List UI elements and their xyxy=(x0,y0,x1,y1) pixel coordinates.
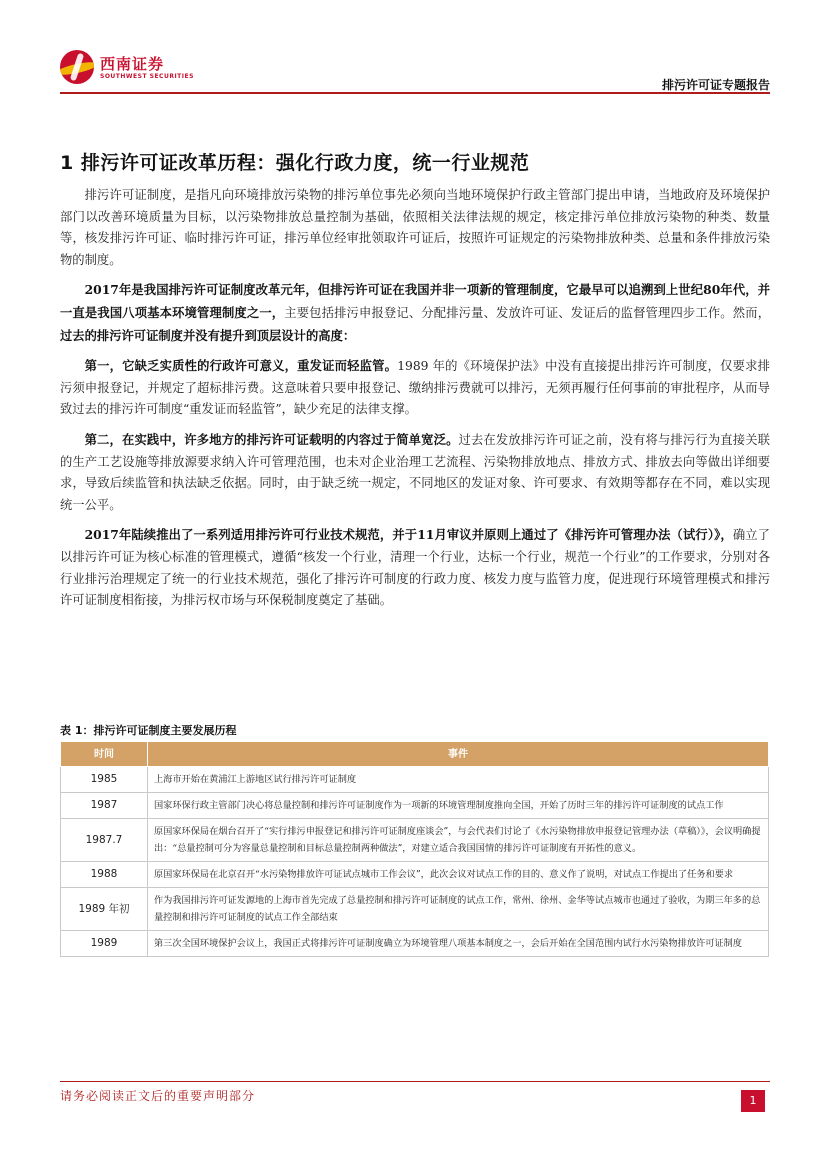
page-number: 1 xyxy=(741,1090,765,1112)
paragraph-4-normal: 过去在发放排污许可证之前，没有将与排污行为直接关联的生产工艺设施等排放源要求纳入许可管理范围，也未对企业治理工艺流程、污染物排放地点、排放方式、排放去向等做出详细要求，导致后续监管和执法缺乏依据。同时，由于缺乏统一规定，不同地区的发证对象、许可要求、有效期等都存在不同，难以实现统一公平。 xyxy=(60,432,770,512)
cell-event: 上海市开始在黄浦江上游地区试行排污许可证制度 xyxy=(148,767,769,793)
paragraph-5-normal: 确立了以排污许可证为核心标准的管理模式，遵循“核发一个行业，清理一个行业，达标一个行业，规范一个行业”的工作要求，分别对各行业排污治理规定了统一的行业技术规范，强化了排污许可制度的行政力度、核发力度与监管力度，促进现行环境管理模式和排污许可证制度相衔接，为排污权市场与环保税制度奠定了基础。 xyxy=(60,528,770,608)
paragraph-3-bold: 第一，它缺乏实质性的行政许可意义，重发证而轻监管。 xyxy=(84,358,398,374)
table-caption: 表 1：排污许可证制度主要发展历程 xyxy=(60,724,237,737)
paragraph-2-bold-1: 2017年是我国排污许可证制度改革元年，但排污许可证在我国并非一项新的管理制度，它最早可以追溯到上世纪80年代，并一直是我国八项基本环境管理制度之一， xyxy=(60,282,770,320)
table-row xyxy=(61,793,769,819)
table-row xyxy=(61,888,769,931)
cell-event: 第三次全国环境保护会议上，我国正式将排污许可证制度确立为环境管理八项基本制度之一，会后开始在全国范围内试行水污染物排放许可证制度 xyxy=(148,931,769,957)
logo-en-text: SOUTHWEST SECURITIES xyxy=(100,72,194,80)
cell-year: 1988 xyxy=(61,862,148,888)
paragraph-2 xyxy=(60,279,770,347)
paragraph-3-normal: 1989 年的《环境保护法》中没有直接提出排污许可制度，仅要求排污须申报登记，并规定了超标排污费。这意味着只要申报登记、缴纳排污费就可以排污，无须再履行任何事前的审批程序，从而导致过去的排污许可制度“重发证而轻监管”，缺少充足的法律支撑。 xyxy=(60,359,770,417)
body-text xyxy=(60,185,770,620)
cell-event: 原国家环保局在北京召开“水污染物排放许可证试点城市工作会议”，此次会议对试点工作的目的、意义作了说明，对试点工作提出了任务和要求 xyxy=(148,862,769,888)
cell-event: 原国家环保局在烟台召开了“实行排污申报登记和排污许可证制度座谈会”，与会代表们讨论了《水污染物排放申报登记管理办法（草稿）》，会议明确提出：“总量控制可分为容量总量控制和目标总量控制两种做法”，对建立适合我国国情的排污许可证制度有开拓性的意义。 xyxy=(148,819,769,862)
column-header-event: 事件 xyxy=(148,742,769,767)
footer-disclaimer: 请务必阅读正文后的重要声明部分 xyxy=(60,1089,256,1103)
footer-divider xyxy=(60,1081,770,1082)
page-header xyxy=(60,44,770,94)
cell-year: 1989 年初 xyxy=(61,888,148,931)
cell-year: 1989 xyxy=(61,931,148,957)
header-divider xyxy=(60,92,770,94)
paragraph-5 xyxy=(60,524,770,611)
column-header-time: 时间 xyxy=(61,742,148,767)
company-logo xyxy=(60,50,194,84)
paragraph-2-normal: 主要包括排污申报登记、分配排污量、发放许可证、发证后的监督管理四步工作。然而， xyxy=(284,305,770,320)
table-row xyxy=(61,931,769,957)
table-header-row xyxy=(61,742,769,767)
report-title: 排污许可证专题报告 xyxy=(661,78,770,92)
paragraph-3 xyxy=(60,355,770,421)
history-table xyxy=(60,741,769,957)
cell-event: 国家环保行政主管部门决心将总量控制和排污许可证制度作为一项新的环境管理制度推向全国，开始了历时三年的排污许可证制度的试点工作 xyxy=(148,793,769,819)
logo-cn-text: 西南证券 xyxy=(100,54,165,73)
paragraph-4-bold: 第二，在实践中，许多地方的排污许可证载明的内容过于简单宽泛。 xyxy=(84,431,459,447)
logo-icon xyxy=(60,50,94,84)
table-row xyxy=(61,767,769,793)
paragraph-5-bold: 2017年陆续推出了一系列适用排污许可行业技术规范，并于11月审议并原则上通过了《排污许可管理办法（试行）》， xyxy=(84,527,733,543)
table-row xyxy=(61,819,769,862)
paragraph-4 xyxy=(60,429,770,516)
paragraph-2-bold-2: 过去的排污许可证制度并没有提升到顶层设计的高度： xyxy=(60,327,356,343)
cell-year: 1987.7 xyxy=(61,819,148,862)
section-heading: 1 排污许可证改革历程：强化行政力度，统一行业规范 xyxy=(60,152,530,174)
paragraph-1: 排污许可证制度，是指凡向环境排放污染物的排污单位事先必须向当地环境保护行政主管部门提出申请，当地政府及环境保护部门以改善环境质量为目标，以污染物排放总量控制为基础，依照相关法律法规的规定，核定排污单位排放污染物的种类、数量等，核发排污许可证、临时排污许可证，排污单位经审批领取许可证后，按照许可证规定的污染物排放种类、总量和条件排放污染物的制度。 xyxy=(60,188,770,267)
cell-year: 1985 xyxy=(61,767,148,793)
cell-year: 1987 xyxy=(61,793,148,819)
cell-event: 作为我国排污许可证发源地的上海市首先完成了总量控制和排污许可证制度的试点工作，常州、徐州、金华等试点城市也通过了验收，为期三年多的总量控制和排污许可证制度的试点工作全部结束 xyxy=(148,888,769,931)
table-row xyxy=(61,862,769,888)
